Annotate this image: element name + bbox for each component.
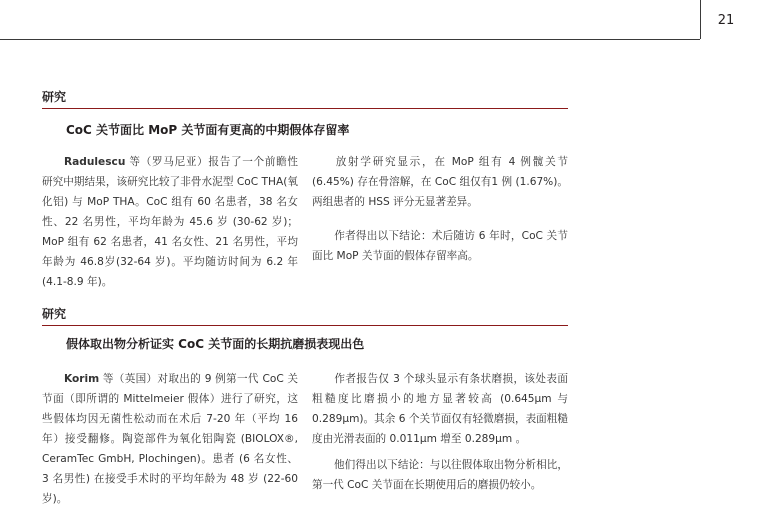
body-text: 等（罗马尼亚）报告了一个前瞻性研究中期结果，该研究比较了非骨水泥型 CoC THA(氧化铝) 与 MoP THA。CoC 组有 60 名患者，38 名女性、22 名男性，平均年龄为 45.6 岁 (30-62 岁)；MoP 组有 62 名患者，41 名女性、21 名男性，平均年龄为 46.8岁(32-64 岁)。平均随访时间为 6.2 年 (4.1-8.9 年)。 — [42, 156, 298, 288]
author-name: Korim — [64, 373, 100, 385]
section-label: 研究 — [42, 90, 67, 104]
article-body-right-paragraph-1 — [312, 152, 568, 212]
section-divider — [42, 325, 568, 326]
body-text: 作者得出以下结论：术后随访 6 年时，CoC 关节面比 MoP 关节面的假体存留率高。 — [312, 230, 568, 262]
body-text: 等（英国）对取出的 9 例第一代 CoC 关节面（即所谓的 Mittelmeier 假体）进行了研究，这些假体均因无菌性松动而在术后 7-20 年（平均 16 年）接受翻修。陶瓷部件为氧化铝陶瓷 (BIOLOX®, CeramTec GmbH, Plochingen)。患者 (6 名女性、3 名男性) 在接受手术时的平均年龄为 48 岁 (22-60 岁)。 — [42, 373, 298, 505]
page-number: 21 — [717, 13, 735, 28]
article-body-right-paragraph-2 — [312, 226, 568, 266]
section-divider — [42, 108, 568, 109]
article-headline: 假体取出物分析证实 CoC 关节面的长期抗磨损表现出色 — [66, 337, 365, 351]
article-body-left — [42, 369, 298, 509]
body-text: 他们得出以下结论：与以往假体取出物分析相比，第一代 CoC 关节面在长期使用后的磨损仍较小。 — [312, 459, 568, 491]
header-rule — [0, 39, 700, 40]
body-text: 放射学研究显示，在 MoP 组有 4 例髋关节 (6.45%) 存在骨溶解，在 CoC 组仅有1 例 (1.67%)。两组患者的 HSS 评分无显著差异。 — [312, 156, 568, 208]
body-text: 作者报告仅 3 个球头显示有条状磨损，该处表面粗糙度比磨损小的地方显著较高 (0.645μm 与 0.289μm)。其余 6 个关节面仅有轻微磨损，表面粗糙度由光滑表面的 0.011μm 增至 0.289μm 。 — [312, 373, 568, 445]
section-label: 研究 — [42, 307, 67, 321]
article-headline: CoC 关节面比 MoP 关节面有更高的中期假体存留率 — [66, 123, 350, 137]
article-body-right-paragraph-2 — [312, 455, 568, 495]
article-body-left — [42, 152, 298, 292]
author-name: Radulescu — [64, 156, 126, 168]
article-body-right-paragraph-1 — [312, 369, 568, 449]
